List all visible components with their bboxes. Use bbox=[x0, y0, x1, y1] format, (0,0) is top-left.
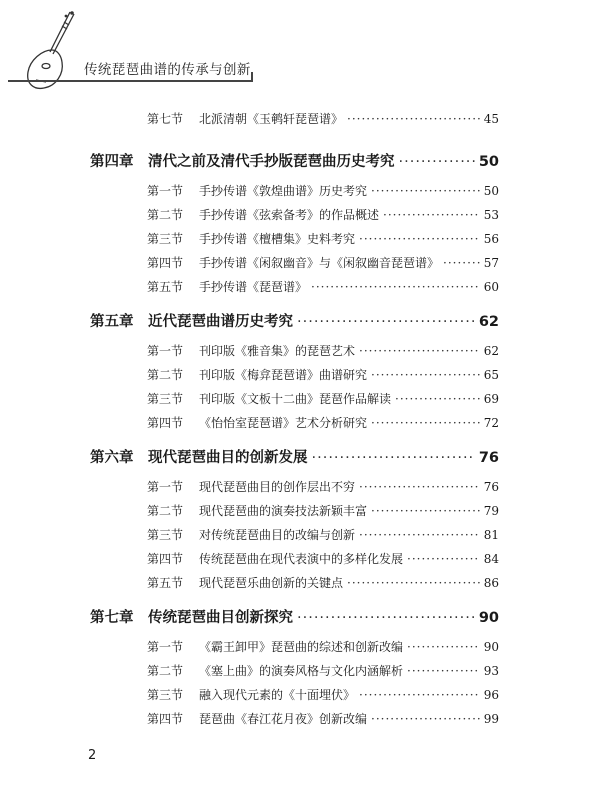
toc-entry-number: 第四节 bbox=[147, 256, 184, 270]
toc-entry-page: 50 bbox=[478, 154, 499, 170]
toc-entry-page: 65 bbox=[483, 368, 499, 382]
toc-entry-body bbox=[199, 230, 499, 247]
toc-entry-number: 第一节 bbox=[147, 640, 184, 654]
toc-entry-body bbox=[199, 366, 499, 383]
dot-leader bbox=[371, 368, 480, 382]
toc-entry-page: 79 bbox=[483, 504, 499, 518]
toc-entry-page: 76 bbox=[478, 450, 499, 466]
toc-entry-number: 第二节 bbox=[147, 504, 184, 518]
dot-leader bbox=[395, 392, 480, 406]
toc-entry-body bbox=[148, 446, 499, 467]
toc-entry-title: 《霸王卸甲》琵琶曲的综述和创新改编 bbox=[199, 640, 404, 654]
running-header bbox=[0, 0, 596, 90]
toc-entry-title: 现代琵琶曲目的创作层出不穷 bbox=[199, 480, 356, 494]
header-rule-end bbox=[251, 72, 253, 82]
toc-entry-number: 第五节 bbox=[147, 576, 184, 590]
toc-entry-title: 刊印版《雅音集》的琵琶艺术 bbox=[199, 344, 356, 358]
dot-leader bbox=[407, 664, 480, 678]
toc-entry-number: 第四节 bbox=[147, 712, 184, 726]
toc-entry-title: 刊印版《梅弇琵琶谱》曲谱研究 bbox=[199, 368, 368, 382]
toc-entry-body bbox=[148, 606, 499, 627]
toc-entry-title: 琵琶曲《春江花月夜》创新改编 bbox=[199, 712, 368, 726]
toc-entry-title: 融入现代元素的《十面埋伏》 bbox=[199, 688, 356, 702]
dot-leader bbox=[407, 640, 480, 654]
dot-leader bbox=[383, 208, 480, 222]
toc-entry-number: 第一节 bbox=[147, 480, 184, 494]
toc-entry-title: 清代之前及清代手抄版琵琶曲历史考究 bbox=[148, 154, 395, 170]
toc-entry-title: 手抄传谱《琵琶谱》 bbox=[199, 280, 308, 294]
toc-entry-number: 第一节 bbox=[147, 344, 184, 358]
toc-entry-body bbox=[199, 502, 499, 519]
toc-entry-number: 第四节 bbox=[147, 416, 184, 430]
toc-entry-number: 第四章 bbox=[90, 154, 134, 170]
toc-entry-number: 第三节 bbox=[147, 528, 184, 542]
toc-entry-body bbox=[199, 526, 499, 543]
dot-leader bbox=[347, 112, 480, 126]
toc-entry-body bbox=[199, 550, 499, 567]
toc-entry-number: 第一节 bbox=[147, 184, 184, 198]
toc-entry-title: 《怡怡室琵琶谱》艺术分析研究 bbox=[199, 416, 368, 430]
toc-entry-number: 第七章 bbox=[90, 610, 134, 626]
header-title: 传统琵琶曲谱的传承与创新 bbox=[84, 62, 251, 78]
toc-entry-page: 84 bbox=[483, 552, 499, 566]
toc-entry-number: 第五节 bbox=[147, 280, 184, 294]
toc-entry-title: 现代琵琶曲目的创新发展 bbox=[148, 450, 308, 466]
toc-entry-title: 现代琵琶曲的演奏技法新颖丰富 bbox=[199, 504, 368, 518]
dot-leader bbox=[359, 344, 480, 358]
dot-leader bbox=[359, 688, 480, 702]
toc-entry-body bbox=[199, 414, 499, 431]
toc-entry-number: 第六章 bbox=[90, 450, 134, 466]
toc-entry-body bbox=[199, 638, 499, 655]
toc-entry-body bbox=[199, 182, 499, 199]
toc-entry-title: 对传统琵琶曲目的改编与创新 bbox=[199, 528, 356, 542]
toc-entry-title: 现代琵琶乐曲创新的关键点 bbox=[199, 576, 344, 590]
toc-entry-title: 手抄传谱《檀槽集》史料考究 bbox=[199, 232, 356, 246]
toc-entry-page: 62 bbox=[478, 314, 499, 330]
toc-entry-number: 第三节 bbox=[147, 232, 184, 246]
toc-entry-title: 北派清朝《玉鹌轩琵琶谱》 bbox=[199, 112, 344, 126]
toc-entry-body bbox=[199, 278, 499, 295]
toc-entry-title: 手抄传谱《敦煌曲谱》历史考究 bbox=[199, 184, 368, 198]
dot-leader bbox=[359, 480, 480, 494]
toc-entry-page: 45 bbox=[483, 112, 499, 126]
page-number: 2 bbox=[88, 748, 97, 763]
header-rule bbox=[8, 80, 253, 82]
toc-entry-number: 第二节 bbox=[147, 664, 184, 678]
dot-leader bbox=[371, 184, 480, 198]
dot-leader bbox=[347, 576, 480, 590]
toc-entry-page: 90 bbox=[483, 640, 499, 654]
toc-entry-body bbox=[199, 206, 499, 223]
toc-entry-page: 81 bbox=[483, 528, 499, 542]
toc-entry-page: 60 bbox=[483, 280, 499, 294]
toc-entry-body bbox=[199, 574, 499, 591]
toc-entry-page: 69 bbox=[483, 392, 499, 406]
toc-entry-number: 第二节 bbox=[147, 208, 184, 222]
toc-entry-body bbox=[199, 710, 499, 727]
toc-entry-page: 76 bbox=[483, 480, 499, 494]
dot-leader bbox=[371, 504, 480, 518]
dot-leader bbox=[371, 416, 480, 430]
toc-entry-page: 99 bbox=[483, 712, 499, 726]
toc-entry-page: 56 bbox=[483, 232, 499, 246]
toc-entry-number: 第三节 bbox=[147, 392, 184, 406]
toc-entry-body bbox=[199, 478, 499, 495]
toc-entry-page: 96 bbox=[483, 688, 499, 702]
toc-entry-title: 手抄传谱《弦索备考》的作品概述 bbox=[199, 208, 380, 222]
toc-entry-title: 刊印版《文板十二曲》琵琶作品解读 bbox=[199, 392, 392, 406]
toc-entry-page: 50 bbox=[483, 184, 499, 198]
toc-entry-body bbox=[199, 662, 499, 679]
toc-entry-number: 第二节 bbox=[147, 368, 184, 382]
dot-leader bbox=[407, 552, 480, 566]
dot-leader bbox=[297, 314, 475, 330]
toc-entry-body bbox=[199, 390, 499, 407]
toc-entry-body bbox=[199, 686, 499, 703]
toc-entry-body bbox=[199, 254, 499, 271]
toc-entry-page: 62 bbox=[483, 344, 499, 358]
dot-leader bbox=[359, 232, 480, 246]
toc-entry-page: 86 bbox=[483, 576, 499, 590]
toc-entry-page: 93 bbox=[483, 664, 499, 678]
toc-entry-page: 90 bbox=[478, 610, 499, 626]
toc-entry-number: 第七节 bbox=[147, 112, 184, 126]
dot-leader bbox=[311, 280, 480, 294]
toc-entry-title: 传统琵琶曲目创新探究 bbox=[148, 610, 293, 626]
dot-leader bbox=[297, 610, 475, 626]
dot-leader bbox=[371, 712, 480, 726]
toc-entry-number: 第五章 bbox=[90, 314, 134, 330]
dot-leader bbox=[443, 256, 480, 270]
toc-entry-page: 72 bbox=[483, 416, 499, 430]
toc-entry-number: 第四节 bbox=[147, 552, 184, 566]
dot-leader bbox=[359, 528, 480, 542]
toc-entry-title: 手抄传谱《闲叙幽音》与《闲叙幽音琵琶谱》 bbox=[199, 256, 440, 270]
toc-entry-title: 近代琵琶曲谱历史考究 bbox=[148, 314, 293, 330]
toc-entry-body bbox=[148, 310, 499, 331]
dot-leader bbox=[399, 154, 475, 170]
toc-entry-number: 第三节 bbox=[147, 688, 184, 702]
toc-entry-body bbox=[199, 342, 499, 359]
toc-entry-body bbox=[148, 150, 499, 171]
toc-entry-title: 《塞上曲》的演奏风格与文化内涵解析 bbox=[199, 664, 404, 678]
toc-entry-page: 57 bbox=[483, 256, 499, 270]
toc-entry-title: 传统琵琶曲在现代表演中的多样化发展 bbox=[199, 552, 404, 566]
dot-leader bbox=[312, 450, 475, 466]
toc-entry-page: 53 bbox=[483, 208, 499, 222]
toc-entry-body bbox=[199, 110, 499, 127]
